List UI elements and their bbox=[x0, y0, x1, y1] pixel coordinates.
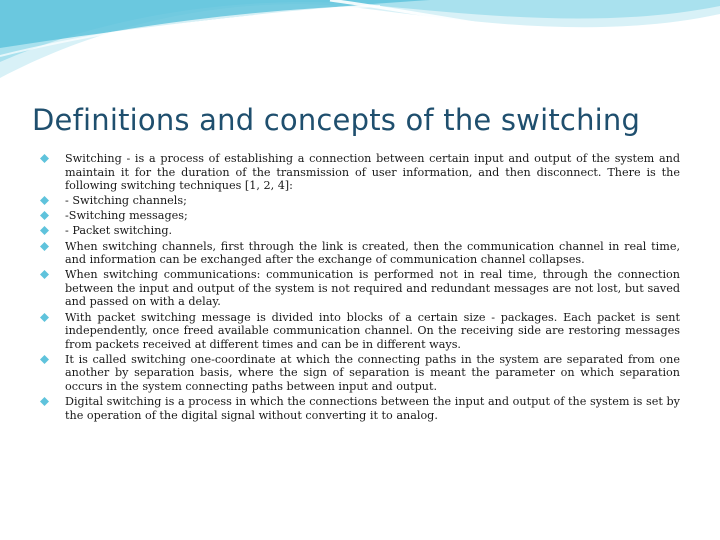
diamond-bullet-icon bbox=[40, 397, 49, 406]
list-item bbox=[38, 194, 680, 208]
diamond-bullet-icon bbox=[40, 242, 49, 251]
list-item bbox=[38, 353, 680, 394]
list-item bbox=[38, 311, 680, 352]
diamond-bullet-icon bbox=[40, 196, 49, 205]
bullet-text: - Switching channels; bbox=[65, 194, 187, 208]
bullet-text: It is called switching one-coordinate at which the connecting paths in the system are separated from one another by separation basis, where the sign of separation is meant the parameter on which separation occurs in the system connecting paths between input and output. bbox=[65, 352, 680, 393]
bullet-text: - Packet switching. bbox=[65, 224, 173, 238]
slide-title: Definitions and concepts of the switching bbox=[32, 103, 641, 137]
bullet-text: When switching channels, first through the link is created, then the communication channel in real time, and information can be exchanged after the exchange of communication channel collapses. bbox=[65, 239, 680, 267]
diamond-bullet-icon bbox=[40, 226, 49, 235]
diamond-bullet-icon bbox=[40, 211, 49, 220]
list-item bbox=[38, 152, 680, 193]
list-item bbox=[38, 240, 680, 267]
bullet-text: Switching - is a process of establishing a connection between certain input and output of the system and maintain it for the duration of the transmission of user information, and then disconnect. There is the following switching techniques [1, 2, 4]: bbox=[65, 152, 680, 193]
diamond-bullet-icon bbox=[40, 355, 49, 364]
bullet-text: Digital switching is a process in which the connections between the input and output of the system is set by the operation of the digital signal without converting it to analog. bbox=[65, 395, 680, 422]
diamond-bullet-icon bbox=[40, 154, 49, 163]
bullet-text: -Switching messages; bbox=[65, 209, 188, 223]
bullet-text: With packet switching message is divided into blocks of a certain size - packages. Each packet is sent independently, once freed available communication channel. On the receiving side are restoring messages from packets received at different times and can be in different ways. bbox=[65, 310, 680, 351]
list-item bbox=[38, 224, 680, 238]
bullet-list bbox=[38, 152, 680, 424]
diamond-bullet-icon bbox=[40, 313, 49, 322]
list-item bbox=[38, 268, 680, 309]
list-item bbox=[38, 209, 680, 223]
bullet-text: When switching communications: communication is performed not in real time, through the connection between the input and output of the system is not required and redundant messages are not lost, but saved and passed on with a delay. bbox=[65, 268, 680, 309]
diamond-bullet-icon bbox=[40, 270, 49, 279]
list-item bbox=[38, 395, 680, 422]
header-wave-decoration bbox=[0, 0, 720, 90]
